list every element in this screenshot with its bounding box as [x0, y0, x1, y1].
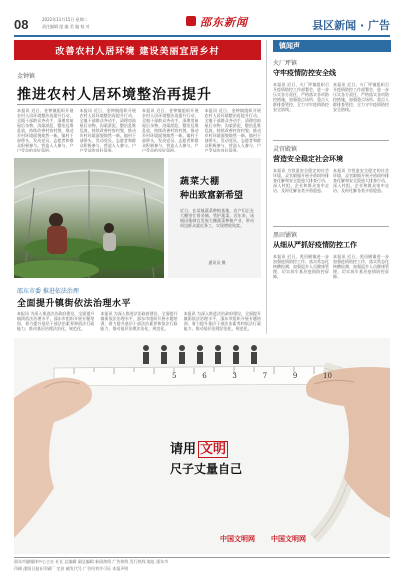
- slogan-line2: 尺子丈量自己: [170, 462, 243, 476]
- article-dateline: 金钟镇: [17, 73, 36, 80]
- sidebar-body: [273, 82, 389, 136]
- article-environment: [14, 64, 261, 154]
- article-body-col: 本报讯 近日，金钟镇组织开展农村人居环境整治再提升行动，全镇干部群众齐动手，清理房前屋后杂物、沟渠淤泥，整治乱堆乱放，持续改善村容村貌，推动乡村环境面貌焕然一新。镇村干部带头，发动党员、志愿者和群众积极参与，营造人人参与、户户受益的良好氛围。: [142, 108, 199, 152]
- top-banner: [14, 40, 261, 60]
- sidebar-divider: [273, 226, 389, 227]
- psa-credit-left: 中国文明网: [220, 534, 255, 543]
- sidebar-divider: [273, 140, 389, 141]
- footer-line: 印刷 邵阳日报社印刷厂 定价 邮发代号 广告经营许可证 本报声明: [14, 566, 129, 571]
- article-headline: 推进农村人居环境整治再提升: [17, 87, 212, 103]
- slogan-prefix: 请用: [170, 442, 197, 457]
- ruler-number: 5: [172, 372, 177, 380]
- footer-rule: [14, 557, 390, 558]
- feature-caption: 近日，在某镇蔬菜种植基地，农户们正在大棚里忙着采摘、管护蔬菜。近年来，该镇因地制宜发展大棚蔬菜种植产业，带动周边群众就近务工，实现增收致富。: [180, 208, 254, 228]
- psa-credit-right: 中国文明网: [271, 534, 306, 543]
- sidebar-item: [273, 144, 389, 224]
- article-body: [17, 108, 261, 152]
- section-name: 县区新闻 · 广告: [312, 19, 390, 32]
- footer-line: 邵东市融媒体中心主办 社长 总编辑 副总编辑 新闻热线 广告热线 发行热线 地址 邵东市: [14, 559, 169, 564]
- sidebar-item: [273, 230, 389, 332]
- feature-title: 种出致富新希望: [180, 191, 244, 201]
- article-body-col: 本报讯 为深入推进法治政府建设，全面提升镇街依法治理水平，邵东市组织开展专题培训，着力提升基层干部法治素养和依法行政能力，推动基层治理法治化、规范化。: [17, 311, 95, 331]
- sidebar-headline: 营造安全稳定社会环境: [273, 154, 343, 163]
- date-line: 2022年11月15日 星期二: [42, 17, 88, 22]
- sidebar-body-col: 本报讯 近日，火厂坪镇组织召开疫情防控工作部署会，进一步压实各方责任，严格落实各项防控措施，加强重点场所、重点人群排查管控，全力守牢疫情防控安全防线。: [333, 82, 389, 112]
- logo-mark-icon: [186, 16, 196, 26]
- article-body-col: 本报讯 近日，金钟镇组织开展农村人居环境整治再提升行动，全镇干部群众齐动手，清理房前屋后杂物、沟渠淤泥，整治乱堆乱放，持续改善村容村貌，推动乡村环境面貌焕然一新。镇村干部带头，发动党员、志愿者和群众积极参与，营造人人参与、户户受益的良好氛围。: [17, 108, 74, 152]
- article-body-col: 本报讯 近日，金钟镇组织开展农村人居环境整治再提升行动，全镇干部群众齐动手，清理房前屋后杂物、沟渠淤泥，整治乱堆乱放，持续改善村容村貌，推动乡村环境面貌焕然一新。镇村干部带头，发动党员、志愿者和群众积极参与，营造人人参与、户户受益的良好氛围。: [79, 108, 136, 152]
- article-body: [17, 311, 261, 331]
- ruler-number: 6: [202, 372, 207, 380]
- greenhouse-scene-icon: [14, 158, 164, 278]
- sidebar-headline: 从细从严抓好疫情防控工作: [273, 240, 357, 249]
- footer: [14, 559, 390, 577]
- sidebar-body: [273, 168, 389, 222]
- photo-caption-box: [168, 158, 261, 278]
- news-sidebar: [266, 40, 391, 334]
- ruler-number: 3: [232, 372, 237, 380]
- article-body-col: 本报讯 为深入推进法治政府建设，全面提升镇街依法治理水平，邵东市组织开展专题培训，着力提升基层干部法治素养和依法行政能力，推动基层治理法治化、规范化。: [183, 311, 261, 331]
- sidebar-body-col: 本报讯 为营造安全稳定的社会环境，灵官殿镇开展矛盾纠纷排查化解和安全隐患大排查行动，深入村组、企业和群众家中走访，及时化解各类矛盾隐患。: [333, 168, 389, 193]
- psa-slogan: [170, 438, 290, 488]
- sidebar-body-col: 本报讯 近日，黑田铺镇进一步加强疫情防控工作，落实常态化核酸检测，加强返乡人员健康管理，切实筑牢基层疫情防控屏障。: [273, 254, 329, 279]
- feature-credit: 通讯员 摄: [208, 260, 226, 265]
- slogan-highlight: 文明: [200, 442, 227, 457]
- sidebar-body-col: 本报讯 为营造安全稳定的社会环境，灵官殿镇开展矛盾纠纷排查化解和安全隐患大排查行动，深入村组、企业和群众家中走访，及时化解各类矛盾隐患。: [273, 168, 329, 193]
- sidebar-headline: 守牢疫情防控安全线: [273, 68, 336, 77]
- masthead: [14, 14, 390, 36]
- photo-feature: [14, 158, 261, 278]
- paper-logo-text: 邵东新闻: [200, 16, 248, 29]
- article-body-col: 本报讯 近日，金钟镇组织开展农村人居环境整治再提升行动，全镇干部群众齐动手，清理房前屋后杂物、沟渠淤泥，整治乱堆乱放，持续改善村容村貌，推动乡村环境面貌焕然一新。镇村干部带头，发动党员、志愿者和群众积极参与，营造人人参与、户户受益的良好氛围。: [204, 108, 261, 152]
- sidebar-title: 镇闻声: [279, 42, 300, 50]
- feature-title: 蔬菜大棚: [180, 177, 221, 187]
- ruler-number: 9: [292, 372, 298, 380]
- headline-rule: [17, 104, 261, 105]
- editor-line: 责任编辑 组 编 美 编 校 对: [42, 24, 90, 29]
- sidebar-dateline: 灵官殿镇: [273, 146, 298, 153]
- psa-credit: [220, 534, 380, 546]
- sidebar-body: [273, 254, 389, 330]
- page-number: 08: [14, 17, 29, 32]
- sidebar-item: [273, 58, 389, 138]
- civility-psa: [14, 338, 390, 554]
- sidebar-body-col: 本报讯 近日，黑田铺镇进一步加强疫情防控工作，落实常态化核酸检测，加强返乡人员健康管理，切实筑牢基层疫情防控屏障。: [333, 254, 389, 279]
- ruler-number: 10: [323, 372, 332, 380]
- sidebar-dateline: 黑田铺镇: [273, 232, 298, 239]
- slogan-line1: [170, 438, 228, 458]
- greenhouse-photo: [14, 158, 164, 278]
- sidebar-body-col: 本报讯 近日，火厂坪镇组织召开疫情防控工作部署会，进一步压实各方责任，严格落实各项防控措施，加强重点场所、重点人群排查管控，全力守牢疫情防控安全防线。: [273, 82, 329, 112]
- masthead-rule: [14, 35, 390, 37]
- sidebar-header: [273, 40, 391, 52]
- article-rule-of-law: [14, 282, 261, 334]
- paper-logo: [186, 14, 266, 32]
- ruler-numbers: [172, 372, 332, 384]
- ruler-number: 7: [262, 372, 268, 380]
- article-body-col: 本报讯 为深入推进法治政府建设，全面提升镇街依法治理水平，邵东市组织开展专题培训，着力提升基层干部法治素养和依法行政能力，推动基层治理法治化、规范化。: [100, 311, 178, 331]
- banner-text: 改善农村人居环境 建设美丽宜居乡村: [55, 46, 220, 57]
- sidebar-dateline: 火厂坪镇: [273, 60, 298, 67]
- article-kicker: 邵东市委 推进依法治理: [17, 288, 79, 295]
- article-headline: 全面提升镇街依法治理水平: [17, 299, 132, 309]
